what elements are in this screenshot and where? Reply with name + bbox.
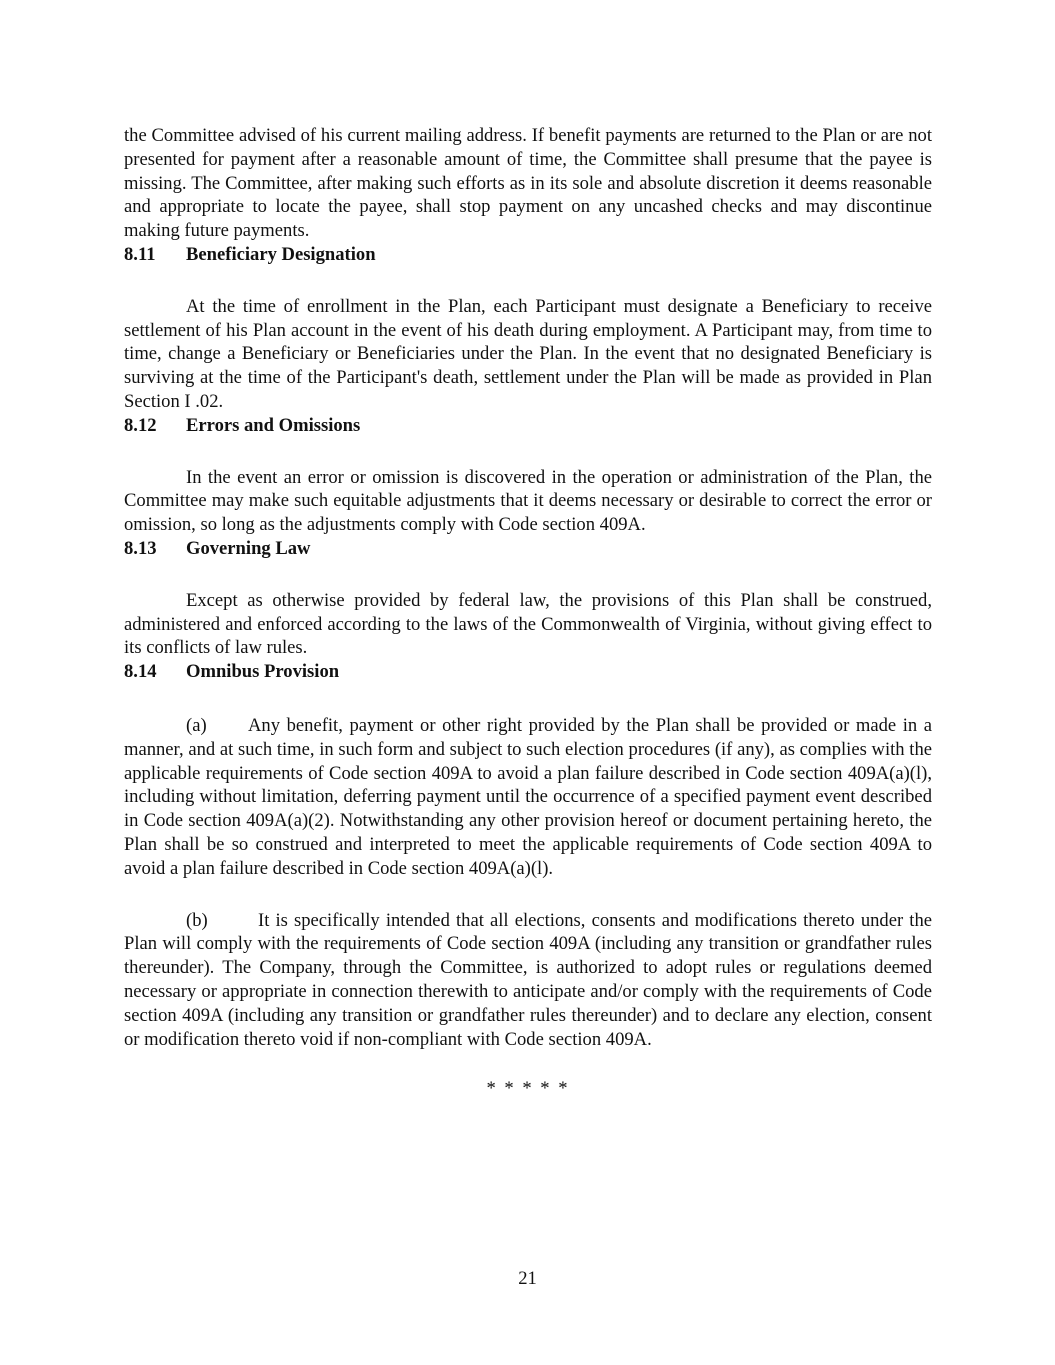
section-number: 8.13: [124, 537, 157, 559]
section-heading-8-12: [124, 414, 932, 438]
section-heading-8-13: [124, 537, 932, 561]
document-page: [124, 124, 932, 1101]
page-number: 21: [518, 1268, 537, 1289]
section-heading-8-11: [124, 243, 932, 267]
subsection-body: It is specifically intended that all elections, consents and modifications thereto under the Plan will comply with the requirements of Code section 409A (including any transition or grandfather rules thereunder). The Company, through the Committee, is authorized to adopt rules or regulations deemed necessary or appropriate in connection therewith to anticipate and/or comply with the requirements of Code section 409A (including any transition or grandfather rules thereunder) and to declare any election, consent or modification thereto void if non-compliant with Code section 409A.: [124, 909, 932, 1050]
section-title: Omnibus Provision: [186, 661, 340, 683]
section-heading-8-14: [124, 660, 932, 684]
section-body-8-13: Except as otherwise provided by federal law, the provisions of this Plan shall be construed, administered and enforced according to the laws of the Commonwealth of Virginia, without giving effect to its conflicts of law rules.: [124, 589, 932, 659]
section-number: 8.11: [124, 243, 156, 265]
subsection-label: (b): [186, 909, 208, 931]
subsection-a: [124, 714, 932, 881]
section-body-8-11: At the time of enrollment in the Plan, each Participant must designate a Beneficiary to receive settlement of his Plan account in the event of his death during employment. A Participant may, from time to time, change a Beneficiary or Beneficiaries under the Plan. In the event that no designated Beneficiary is surviving at the time of the Participant's death, settlement under the Plan will be made as provided in Plan Section I .02.: [124, 295, 932, 412]
section-title: Governing Law: [186, 537, 311, 559]
section-number: 8.14: [124, 661, 157, 683]
subsection-body: Any benefit, payment or other right provided by the Plan shall be provided or made in a manner, and at such time, in such form and subject to such election procedures (if any), as complies with the applicable requirements of Code section 409A to avoid a plan failure described in Code section 409A(a)(l), including without limitation, deferring payment until the occurrence of a specified payment event described in Code section 409A(a)(2). Notwithstanding any other provision hereof or document pertaining hereto, the Plan shall be so construed and interpreted to meet the applicable requirements of Code section 409A to avoid a plan failure described in Code section 409A(a)(l).: [124, 714, 932, 879]
section-number: 8.12: [124, 414, 157, 436]
section-title: Errors and Omissions: [186, 414, 361, 436]
subsection-label: (a): [186, 714, 207, 736]
end-of-article-marker: * * * * *: [486, 1078, 570, 1100]
section-body-8-12: In the event an error or omission is discovered in the operation or administration of the Plan, the Committee may make such equitable adjustments that it deems necessary or desirable to correct the error or omission, so long as the adjustments comply with Code section 409A.: [124, 466, 932, 536]
intro-paragraph: the Committee advised of his current mailing address. If benefit payments are returned to the Plan or are not presented for payment after a reasonable amount of time, the Committee shall presume that the payee is missing. The Committee, after making such efforts as in its sole and absolute discretion it deems reasonable and appropriate to locate the payee, shall stop payment on any uncashed checks and may discontinue making future payments.: [124, 125, 932, 242]
section-title: Beneficiary Designation: [186, 243, 376, 265]
subsection-b: [124, 909, 932, 1052]
